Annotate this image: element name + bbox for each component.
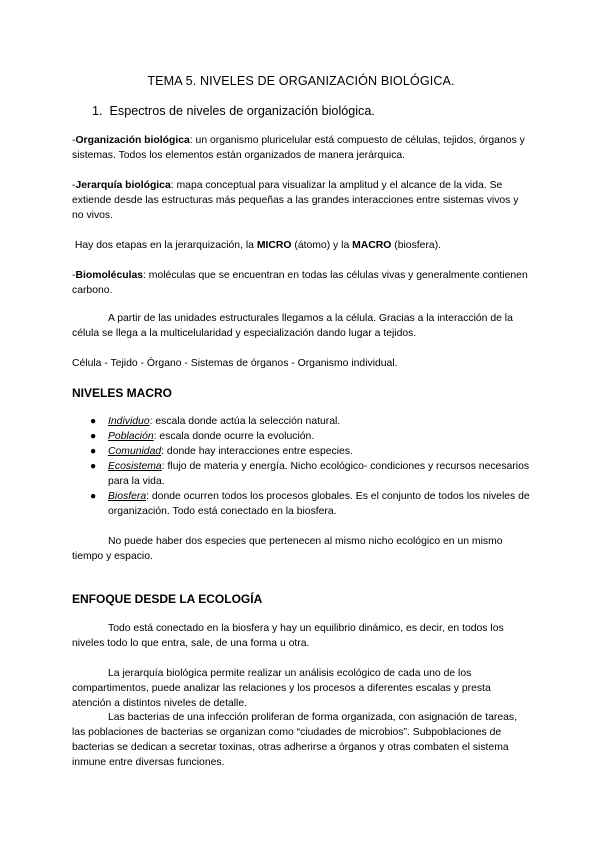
paragraph-analisis: La jerarquía biológica permite realizar un análisis ecológico de cada uno de los compartimentos, puede analizar las relaciones y los procesos a diferentes escalas y presta atención a distintos niveles de detalle. <box>72 668 491 709</box>
definition-text: : un organismo pluricelular está compuesto de células, tejidos, órganos y sistemas. Todos los elementos están organizados de manera jerárquica. <box>72 135 525 161</box>
document-title: TEMA 5. NIVELES DE ORGANIZACIÓN BIOLÓGICA. <box>147 74 455 88</box>
macro-list <box>72 414 530 519</box>
paragraph-biomoleculas <box>72 268 530 298</box>
paragraph-celula: A partir de las unidades estructurales llegamos a la célula. Gracias a la interacción de la célula se llega a la multicelularidad y especialización dando lugar a tejidos. <box>72 313 513 339</box>
heading-niveles-macro: NIVELES MACRO <box>72 386 173 400</box>
term-micro: MICRO <box>256 240 292 251</box>
list-item <box>72 444 530 459</box>
bullet-icon: ● <box>90 491 97 502</box>
text-segment: (átomo) y la <box>291 240 353 251</box>
bullet-icon: ● <box>90 446 97 457</box>
paragraph-organizacion <box>72 133 530 163</box>
term-ecosistema: Ecosistema <box>108 461 162 472</box>
term-comunidad: Comunidad <box>108 446 162 457</box>
paragraph-jerarquia <box>72 178 530 223</box>
bullet-icon: ● <box>90 431 97 442</box>
paragraph-equilibrio: Todo está conectado en la biosfera y hay un equilibrio dinámico, es decir, en todos los niveles todo lo que entra, sale, de una forma u otra. <box>72 623 504 649</box>
term-biomoleculas: Biomoléculas <box>75 270 144 281</box>
term-jerarquia: Jerarquía biológica <box>75 180 171 191</box>
definition-text: : moléculas que se encuentran en todas las células vivas y generalmente contienen carbono. <box>72 270 528 296</box>
dash: - <box>72 180 76 191</box>
dash: - <box>72 270 76 281</box>
list-item <box>72 414 530 429</box>
item-text: : flujo de materia y energía. Nicho ecológico- condiciones y recursos necesarios para la vida. <box>108 461 530 487</box>
paragraph-jerarquia-secuencia: Célula - Tejido - Órgano - Sistemas de órganos - Organismo individual. <box>72 358 398 369</box>
text-segment: (biosfera). <box>391 240 442 251</box>
section-heading <box>92 104 375 119</box>
section-period: . <box>371 104 375 118</box>
term-poblacion: Población <box>108 431 154 442</box>
item-text: : donde ocurren todos los procesos globales. Es el conjunto de todos los niveles de organización. Todo está conectado en la biosfera. <box>108 491 530 517</box>
text-segment: Hay dos etapas en la jerarquización, la <box>72 240 257 251</box>
term-macro: MACRO <box>352 240 392 251</box>
term-biosfera: Biosfera <box>108 491 147 502</box>
heading-enfoque-ecologia: ENFOQUE DESDE LA ECOLOGÍA <box>72 592 263 606</box>
item-text: : escala donde actúa la selección natural. <box>149 416 341 427</box>
paragraph-etapas <box>72 238 530 253</box>
bullet-icon: ● <box>90 461 97 472</box>
term-organizacion: Organización biológica <box>75 135 190 146</box>
definition-text: : mapa conceptual para visualizar la amplitud y el alcance de la vida. Se extiende desde las estructuras más pequeñas a las grandes interacciones entre sistemas vivos y no vivos. <box>72 180 519 221</box>
list-item <box>72 429 530 444</box>
term-individuo: Individuo <box>108 416 150 427</box>
list-item <box>72 489 530 519</box>
section-number: 1. <box>92 104 103 118</box>
bullet-icon: ● <box>90 416 97 427</box>
paragraph-nicho: No puede haber dos especies que pertenecen al mismo nicho ecológico en un mismo tiempo y espacio. <box>72 536 503 562</box>
item-text: : escala donde ocurre la evolución. <box>153 431 315 442</box>
paragraph-bacterias: Las bacterias de una infección proliferan de forma organizada, con asignación de tareas, las poblaciones de bacterias se organizan como “ciudades de microbios”. Subpoblaciones de bacterias se dedican a secretar toxinas, otras adherirse a órganos y otras combaten el sistema inmune entre diversas funciones. <box>72 712 517 768</box>
item-text: : donde hay interacciones entre especies. <box>161 446 353 457</box>
section-title: Espectros de niveles de organización biológica <box>109 104 372 118</box>
list-item <box>72 459 530 489</box>
dash: - <box>72 135 76 146</box>
